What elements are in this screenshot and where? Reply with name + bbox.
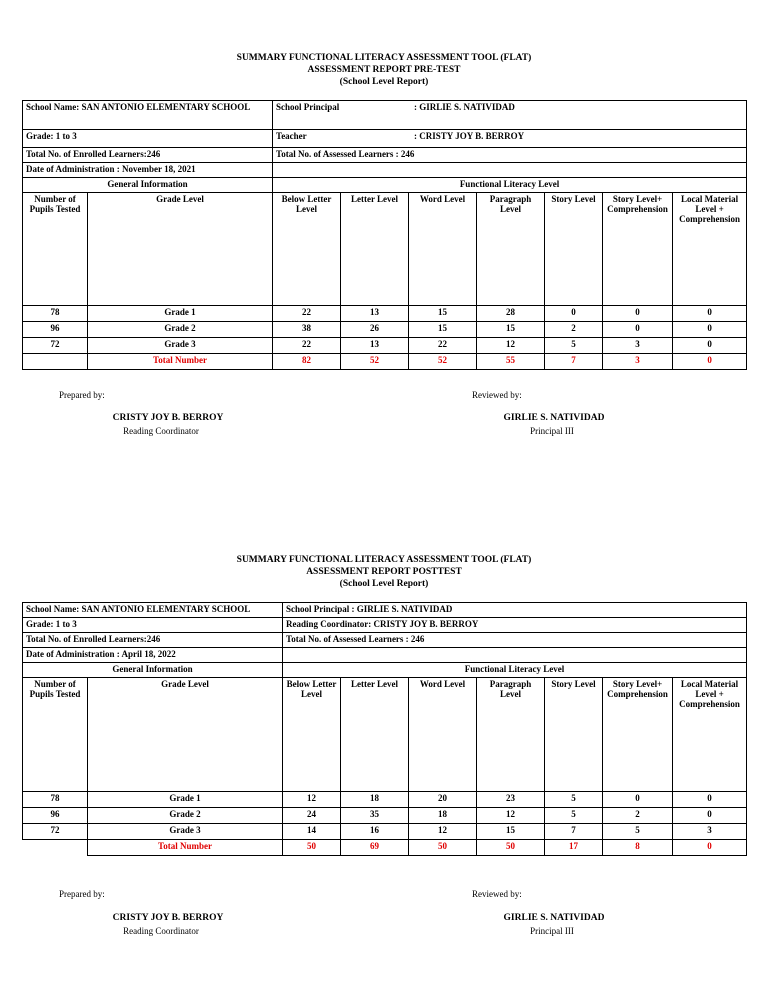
posttest-table <box>22 602 747 856</box>
assessed-learners: Total No. of Assessed Learners : 246 <box>273 148 747 163</box>
total-row <box>23 840 747 856</box>
cell-grade: Grade 1 <box>88 792 283 808</box>
cell-letter: 35 <box>341 808 409 824</box>
teacher-value: : CRISTY JOY B. BERROY <box>414 131 525 141</box>
total-below: 50 <box>283 840 341 856</box>
cell-letter: 16 <box>341 824 409 840</box>
cell-local: 0 <box>673 338 747 354</box>
total-paragraph: 55 <box>477 354 545 370</box>
teacher <box>273 130 747 148</box>
pretest-title-line3: (School Level Report) <box>339 77 429 87</box>
date-of-administration: Date of Administration : April 18, 2022 <box>23 648 283 663</box>
cell-local: 0 <box>673 808 747 824</box>
cell-local: 0 <box>673 306 747 322</box>
total-label: Total Number <box>88 840 283 856</box>
preparer-name: CRISTY JOY B. BERROY <box>112 413 224 423</box>
cell-pupils: 96 <box>23 808 88 824</box>
general-information-header: General Information <box>23 663 283 678</box>
cell-grade: Grade 3 <box>88 824 283 840</box>
enrolled-learners: Total No. of Enrolled Learners:246 <box>23 148 273 163</box>
total-letter: 69 <box>341 840 409 856</box>
cell-grade: Grade 2 <box>88 322 273 338</box>
cell-below: 24 <box>283 808 341 824</box>
cell-story-comp: 0 <box>603 322 673 338</box>
total-paragraph: 50 <box>477 840 545 856</box>
total-local: 0 <box>673 840 747 856</box>
cell-story: 7 <box>545 824 603 840</box>
cell-below: 38 <box>273 322 341 338</box>
preparer-name: CRISTY JOY B. BERROY <box>112 913 224 923</box>
cell-story: 5 <box>545 808 603 824</box>
empty-cell <box>283 648 747 663</box>
reviewed-by-label: Reviewed by: <box>472 889 522 899</box>
table-row <box>23 824 747 840</box>
cell-empty <box>23 840 88 856</box>
table-row <box>23 306 747 322</box>
reviewer-role: Principal III <box>530 926 574 936</box>
pretest-title <box>0 52 768 88</box>
col-story-level: Story Level <box>545 678 603 792</box>
posttest-title-line1: SUMMARY FUNCTIONAL LITERACY ASSESSMENT TOOL (FLAT) <box>236 555 532 565</box>
total-letter: 52 <box>341 354 409 370</box>
preparer-role: Reading Coordinator <box>123 926 199 936</box>
col-word-level: Word Level <box>409 193 477 306</box>
cell-pupils: 96 <box>23 322 88 338</box>
cell-letter: 13 <box>341 306 409 322</box>
principal-label: School Principal <box>276 102 340 112</box>
cell-pupils: 78 <box>23 306 88 322</box>
col-below-letter: Below Letter Level <box>273 193 341 306</box>
col-story-level: Story Level <box>545 193 603 306</box>
cell-below: 22 <box>273 338 341 354</box>
pretest-title-line2: ASSESSMENT REPORT PRE-TEST <box>307 65 461 75</box>
assessed-learners: Total No. of Assessed Learners : 246 <box>283 633 747 648</box>
cell-empty <box>23 354 88 370</box>
cell-paragraph: 15 <box>477 824 545 840</box>
total-story: 17 <box>545 840 603 856</box>
cell-grade: Grade 3 <box>88 338 273 354</box>
cell-pupils: 72 <box>23 338 88 354</box>
cell-story: 5 <box>545 338 603 354</box>
cell-paragraph: 12 <box>477 338 545 354</box>
table-row <box>23 322 747 338</box>
enrolled-learners: Total No. of Enrolled Learners:246 <box>23 633 283 648</box>
col-letter-level: Letter Level <box>341 193 409 306</box>
pretest-table <box>22 100 747 370</box>
cell-pupils: 78 <box>23 792 88 808</box>
cell-story-comp: 5 <box>603 824 673 840</box>
table-row <box>23 792 747 808</box>
table-row <box>23 808 747 824</box>
empty-cell <box>273 163 747 178</box>
cell-story-comp: 2 <box>603 808 673 824</box>
col-grade-level: Grade Level <box>88 193 273 306</box>
col-grade-level: Grade Level <box>88 678 283 792</box>
reviewer-name: GIRLIE S. NATIVIDAD <box>503 413 605 423</box>
cell-grade: Grade 1 <box>88 306 273 322</box>
col-below-letter: Below Letter Level <box>283 678 341 792</box>
col-pupils-tested: Number of Pupils Tested <box>23 193 88 306</box>
cell-word: 15 <box>409 322 477 338</box>
cell-story: 2 <box>545 322 603 338</box>
total-word: 52 <box>409 354 477 370</box>
total-local: 0 <box>673 354 747 370</box>
reviewed-by-label: Reviewed by: <box>472 390 522 400</box>
cell-word: 12 <box>409 824 477 840</box>
total-label: Total Number <box>88 354 273 370</box>
total-story-comp: 8 <box>603 840 673 856</box>
col-pupils-tested: Number of Pupils Tested <box>23 678 88 792</box>
posttest-title-line2: ASSESSMENT REPORT POSTTEST <box>306 567 462 577</box>
prepared-by-label: Prepared by: <box>59 390 105 400</box>
total-row <box>23 354 747 370</box>
functional-literacy-header: Functional Literacy Level <box>273 178 747 193</box>
total-word: 50 <box>409 840 477 856</box>
cell-word: 18 <box>409 808 477 824</box>
col-local-material: Local Material Level + Comprehension <box>673 193 747 306</box>
total-below: 82 <box>273 354 341 370</box>
total-story: 7 <box>545 354 603 370</box>
cell-letter: 18 <box>341 792 409 808</box>
cell-letter: 13 <box>341 338 409 354</box>
cell-grade: Grade 2 <box>88 808 283 824</box>
cell-paragraph: 15 <box>477 322 545 338</box>
pretest-title-line1: SUMMARY FUNCTIONAL LITERACY ASSESSMENT TOOL (FLAT) <box>236 53 532 63</box>
cell-paragraph: 28 <box>477 306 545 322</box>
col-letter-level: Letter Level <box>341 678 409 792</box>
cell-local: 0 <box>673 792 747 808</box>
cell-paragraph: 12 <box>477 808 545 824</box>
school-name: School Name: SAN ANTONIO ELEMENTARY SCHOOL <box>23 101 273 130</box>
principal-value: : GIRLIE S. NATIVIDAD <box>414 102 515 112</box>
total-story-comp: 3 <box>603 354 673 370</box>
functional-literacy-header: Functional Literacy Level <box>283 663 747 678</box>
cell-story-comp: 0 <box>603 306 673 322</box>
cell-story-comp: 0 <box>603 792 673 808</box>
cell-story-comp: 3 <box>603 338 673 354</box>
cell-local: 0 <box>673 322 747 338</box>
school-principal <box>273 101 747 130</box>
preparer-role: Reading Coordinator <box>123 426 199 436</box>
grade-range: Grade: 1 to 3 <box>23 618 283 633</box>
school-name: School Name: SAN ANTONIO ELEMENTARY SCHOOL <box>23 603 283 618</box>
cell-below: 22 <box>273 306 341 322</box>
cell-paragraph: 23 <box>477 792 545 808</box>
col-word-level: Word Level <box>409 678 477 792</box>
general-information-header: General Information <box>23 178 273 193</box>
col-local-material: Local Material Level + Comprehension <box>673 678 747 792</box>
cell-letter: 26 <box>341 322 409 338</box>
col-paragraph-level: Paragraph Level <box>477 193 545 306</box>
cell-story: 0 <box>545 306 603 322</box>
reviewer-role: Principal III <box>530 426 574 436</box>
posttest-title-line3: (School Level Report) <box>339 579 429 589</box>
posttest-title <box>0 554 768 590</box>
col-paragraph-level: Paragraph Level <box>477 678 545 792</box>
cell-word: 20 <box>409 792 477 808</box>
reading-coordinator: Reading Coordinator: CRISTY JOY B. BERROY <box>283 618 747 633</box>
teacher-label: Teacher <box>276 131 307 141</box>
col-story-comprehension: Story Level+ Comprehension <box>603 193 673 306</box>
reviewer-name: GIRLIE S. NATIVIDAD <box>503 913 605 923</box>
cell-word: 22 <box>409 338 477 354</box>
cell-below: 12 <box>283 792 341 808</box>
school-principal: School Principal : GIRLIE S. NATIVIDAD <box>283 603 747 618</box>
prepared-by-label: Prepared by: <box>59 889 105 899</box>
col-story-comprehension: Story Level+ Comprehension <box>603 678 673 792</box>
date-of-administration: Date of Administration : November 18, 2021 <box>23 163 273 178</box>
grade-range: Grade: 1 to 3 <box>23 130 273 148</box>
table-row <box>23 338 747 354</box>
cell-story: 5 <box>545 792 603 808</box>
cell-below: 14 <box>283 824 341 840</box>
cell-pupils: 72 <box>23 824 88 840</box>
cell-local: 3 <box>673 824 747 840</box>
cell-word: 15 <box>409 306 477 322</box>
